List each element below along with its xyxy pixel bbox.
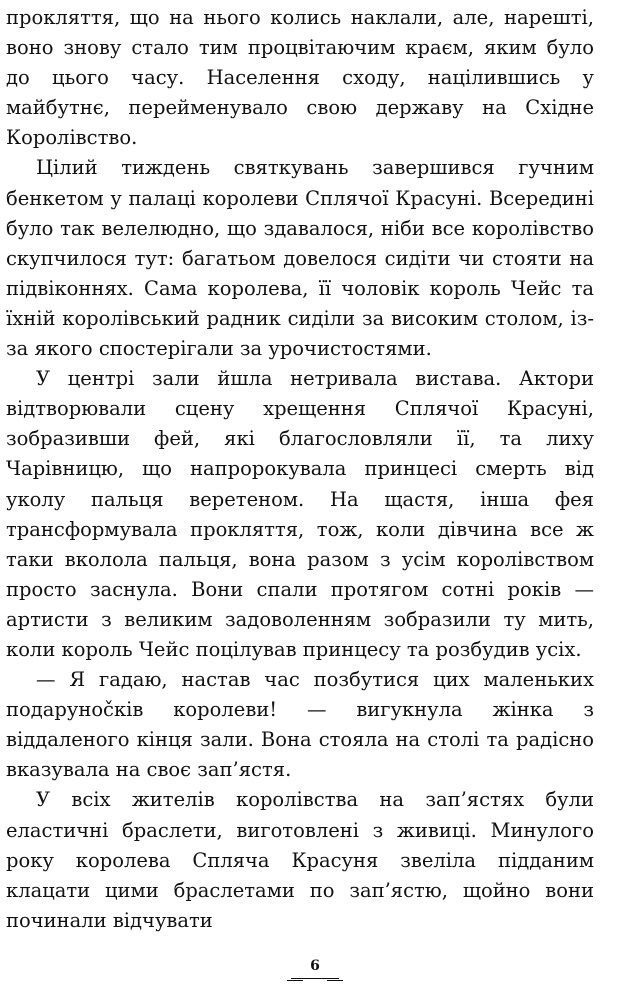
paragraph-4: — Я гадаю, настав час позбутися цих маленьких подарунočків королеви! — вигукнула жінка з віддаленого кінця зали. Вона стояла на столі та радісно вказувала на своє зап’ястя. xyxy=(6,668,594,782)
paragraph-2: Цілий тиждень святкувань завершився гучним бенкетом у палаці королеви Сплячої Красуні. Всередині було так велелюдно, що здавалося, ніби все королівство скупчилося тут: багатьом довелося сидіти чи стояти на підвіконнях. Сама королева, її чоловік король Чейс та їхній королівський радник сиділи за високим столом, із-за якого спостерігали за урочистостями. xyxy=(6,156,594,361)
paragraph-5: У всіх жителів королівства на зап’ястях були еластичні браслети, виготовлені з живиці. Минулого року королева Спляча Красуня звеліла підданим клацати цими браслетами по зап’ястю, щойно вони починали відчувати xyxy=(6,788,594,932)
paragraph-3: У центрі зали йшла нетривала вистава. Актори відтворювали сцену хрещення Сплячої Красуні, зобразивши фей, які благословляли її, та лиху Чарівницю, що напророкувала принцесі смерть від уколу пальця веретеном. На щастя, інша фея трансформувала прокляття, тож, коли дівчина все ж таки вколола пальця, вона разом з усім королівством просто заснула. Вони спали протягом сотні років — артисти з великим задоволенням зобразили ту мить, коли король Чейс поцілував принцесу та розбудив усіх. xyxy=(6,367,594,661)
page-number-ornament xyxy=(291,978,339,979)
page-text xyxy=(6,3,594,936)
page-footer xyxy=(0,955,630,979)
paragraph-1: прокляття, що на нього колись наклали, але, нарешті, воно знову стало тим процвітаючим краєм, яким було до цього часу. Населення сходу, націлившись у майбутнє, перейменувало свою державу на Східне Королівство. xyxy=(6,6,594,150)
page-number: 6 xyxy=(310,958,320,974)
